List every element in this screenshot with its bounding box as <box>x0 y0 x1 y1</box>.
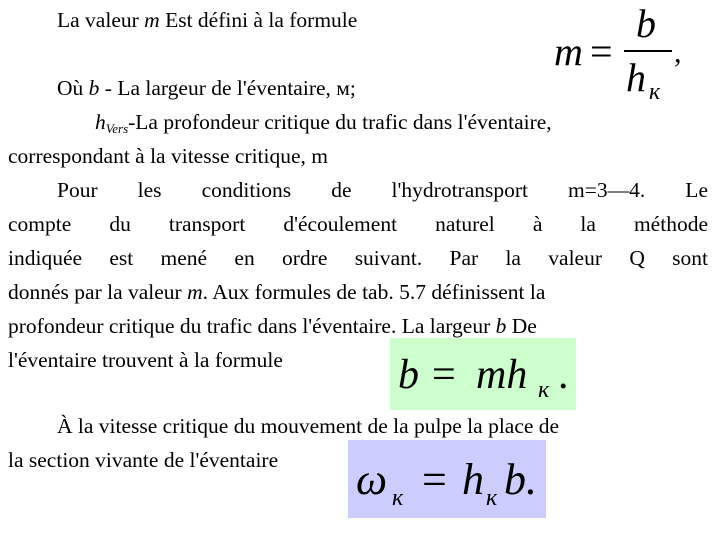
variable-m: m <box>144 8 160 32</box>
text: - La largeur de l'éventaire, м; <box>104 76 356 100</box>
text-line-8 <box>8 276 708 308</box>
text: l'éventaire trouvent à la formule <box>8 348 283 372</box>
formula-subscript: к <box>392 485 404 511</box>
variable-h: h <box>95 110 106 134</box>
formula-symbol: m <box>554 29 583 74</box>
subscript: Vers <box>105 121 129 136</box>
text-line-5: Pour les conditions de l'hydrotransport m=3—4. Le <box>57 178 708 202</box>
text: profondeur critique du trafic dans l'éventaire. La largeur <box>8 314 491 338</box>
formula-h: h <box>462 455 484 504</box>
formula-subscript: к <box>649 79 661 105</box>
formula-equals: = <box>590 29 613 74</box>
formula-area-definition <box>348 440 546 518</box>
text: De <box>511 314 537 338</box>
text-line-4 <box>8 140 708 172</box>
formula-omega: ω <box>356 455 388 504</box>
text: À la vitesse critique du mouvement de la pulpe la place de <box>57 414 560 438</box>
text: Où <box>57 76 84 100</box>
formula-equals: = <box>422 455 447 504</box>
text: la section vivante de l'éventaire <box>8 448 279 472</box>
text: correspondant à la vitesse critique, m <box>8 144 329 168</box>
formula-numerator: b <box>636 1 656 46</box>
text-line-2 <box>57 72 708 104</box>
text: -La profondeur critique du trafic dans l'éventaire, <box>128 110 552 134</box>
variable-b: b <box>495 314 507 338</box>
formula-comma: , <box>674 36 682 69</box>
text-line-11 <box>57 410 708 442</box>
text-line-10 <box>8 344 708 376</box>
text-line-6: compte du transport d'écoulement naturel à la méthode <box>8 212 708 236</box>
text: . Aux formules de tab. 5.7 définissent la <box>202 280 546 304</box>
formula-subscript: к <box>538 377 550 403</box>
text-line-9 <box>8 310 708 342</box>
text: La valeur <box>57 8 139 32</box>
text-line-7: indiquée est mené en ordre suivant. Par la valeur Q sont <box>8 246 708 270</box>
formula-period: . <box>558 352 569 398</box>
formula-symbol: b <box>398 352 419 398</box>
variable-b: b <box>88 76 100 100</box>
text: Est défini à la formule <box>165 8 358 32</box>
variable-m: m <box>187 280 203 304</box>
formula-denominator: h <box>626 55 646 100</box>
text: donnés par la valeur <box>8 280 182 304</box>
formula-b-definition <box>390 338 576 410</box>
fraction-bar <box>624 50 672 52</box>
formula-product: mh <box>476 352 528 398</box>
formula-b: b. <box>504 455 537 504</box>
formula-subscript: к <box>486 485 498 511</box>
formula-equals: = <box>432 352 456 398</box>
